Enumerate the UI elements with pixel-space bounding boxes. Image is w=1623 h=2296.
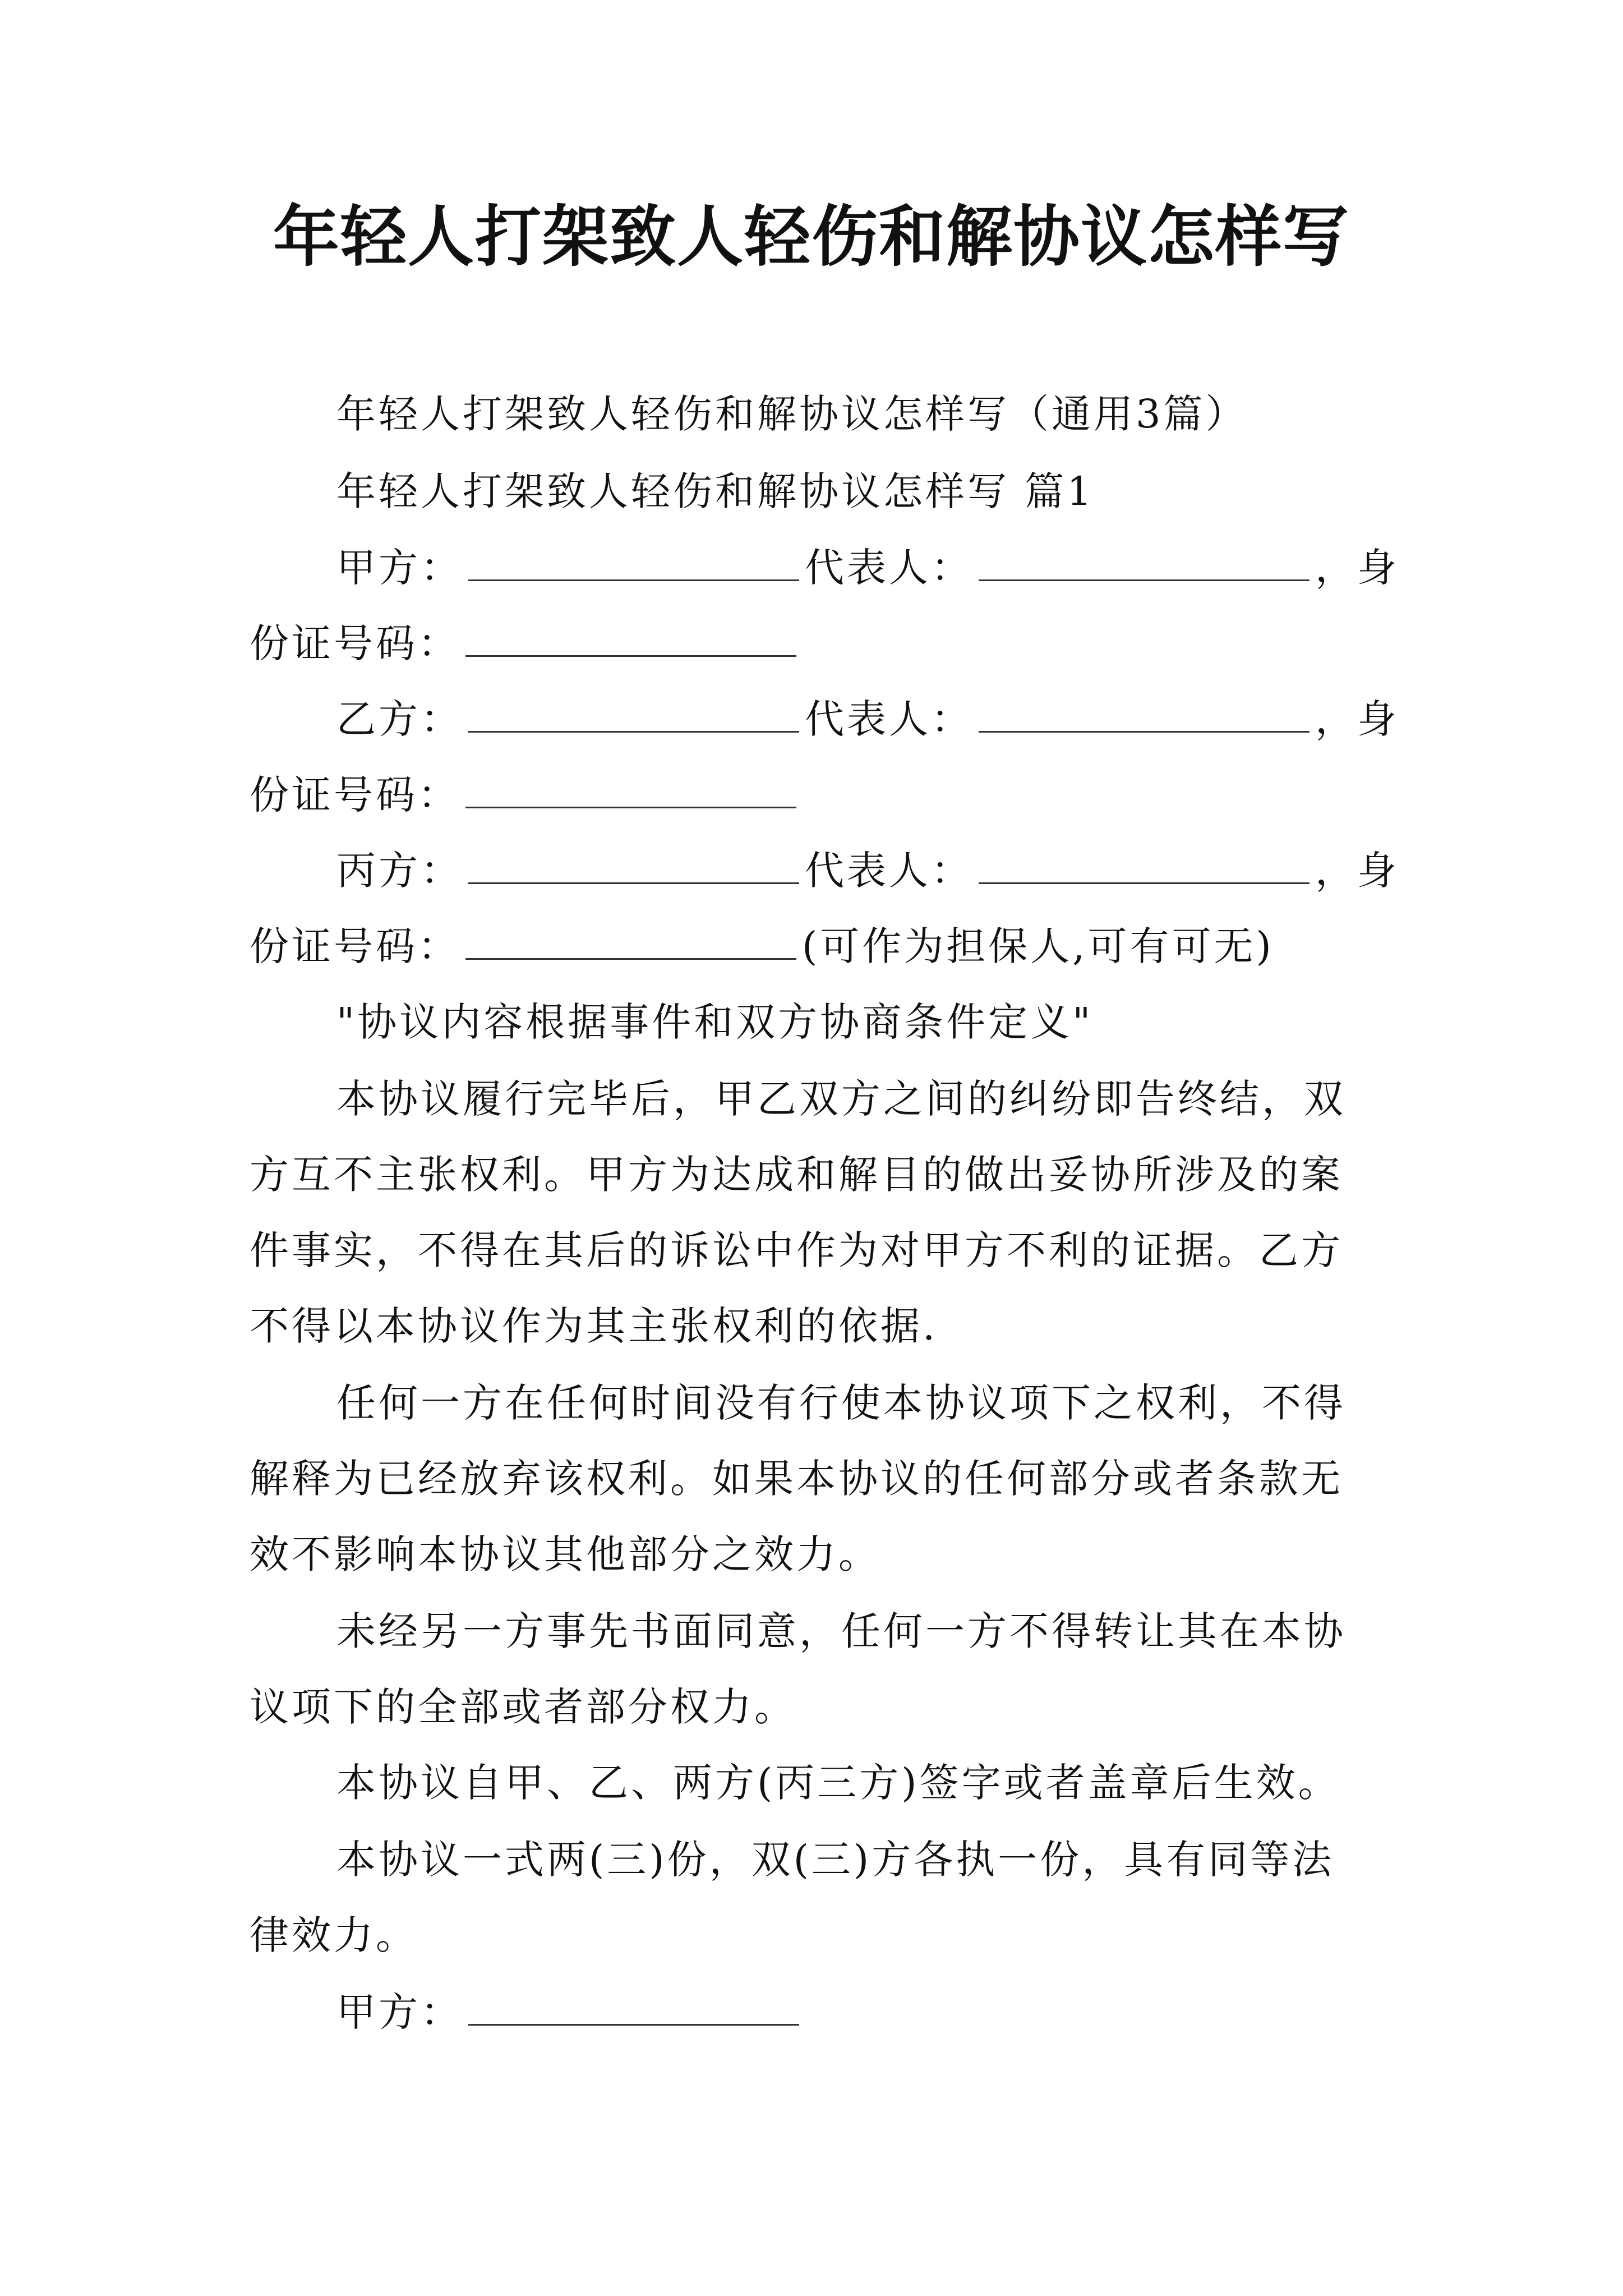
paragraph-line: 解释为已经放弃该权利。如果本协议的任何部分或者条款无: [250, 1456, 1343, 1502]
party-a-label: 甲方：: [336, 545, 463, 591]
party-b-name-blank: [468, 730, 799, 733]
party-a-id-label: 份证号码：: [250, 620, 460, 666]
party-a-rep-blank: [979, 578, 1310, 581]
party-a-id-suffix: ，身: [1315, 545, 1399, 591]
party-b-id-suffix: ，身: [1315, 696, 1399, 742]
paragraph-line: 本协议履行完毕后，甲乙双方之间的纠纷即告终结，双: [336, 1076, 1346, 1122]
party-c-line: [336, 843, 1399, 899]
party-b-id-label: 份证号码：: [250, 772, 460, 818]
paragraph-line: 未经另一方事先书面同意，任何一方不得转让其在本协: [336, 1608, 1346, 1654]
party-c-rep-blank: [979, 881, 1310, 884]
party-c-id-blank: [465, 957, 796, 960]
paragraph-line: 效不影响本协议其他部分之效力。: [250, 1531, 880, 1577]
party-b-rep-label: 代表人：: [805, 696, 973, 742]
party-b-line: [336, 691, 1399, 747]
party-a-id-line: [250, 615, 802, 671]
paragraph-line: 件事实，不得在其后的诉讼中作为对甲方不利的证据。乙方: [250, 1227, 1343, 1273]
paragraph-line: 本协议一式两(三)份，双(三)方各执一份，具有同等法: [336, 1837, 1335, 1883]
party-b-rep-blank: [979, 730, 1310, 733]
document-title: 年轻人打架致人轻伤和解协议怎样写: [273, 197, 1350, 275]
paragraph-line: 律效力。: [250, 1912, 418, 1958]
paragraph-line: 议项下的全部或者部分权力。: [250, 1684, 796, 1730]
signature-party-a-blank: [468, 2023, 799, 2026]
paragraph-line: 本协议自甲、乙、两方(丙三方)签字或者盖章后生效。: [336, 1760, 1340, 1806]
party-a-name-blank: [468, 578, 799, 581]
paragraph-line: 不得以本协议作为其主张权利的依据.: [250, 1303, 938, 1349]
party-a-rep-label: 代表人：: [805, 545, 973, 591]
paragraph-line: 任何一方在任何时间没有行使本协议项下之权利，不得: [336, 1380, 1346, 1426]
party-c-name-blank: [468, 881, 799, 884]
party-c-id-label: 份证号码：: [250, 923, 460, 969]
party-c-id-line: [250, 918, 1274, 974]
paragraph-line: 方互不主张权利。甲方为达成和解目的做出妥协所涉及的案: [250, 1152, 1343, 1198]
party-a-id-blank: [465, 654, 796, 657]
party-c-rep-label: 代表人：: [805, 848, 973, 894]
document-subtitle: 年轻人打架致人轻伤和解协议怎样写（通用3篇）: [336, 391, 1248, 437]
party-b-id-blank: [465, 806, 796, 808]
signature-party-a-label: 甲方：: [336, 1989, 463, 2035]
party-b-id-line: [250, 767, 802, 823]
party-b-label: 乙方：: [336, 696, 463, 742]
signature-line: [336, 1984, 805, 2040]
party-a-line: [336, 540, 1399, 596]
party-c-id-suffix: ，身: [1315, 848, 1399, 894]
party-c-label: 丙方：: [336, 848, 463, 894]
content-note: "协议内容根据事件和双方协商条件定义": [336, 999, 1094, 1045]
section-heading: 年轻人打架致人轻伤和解协议怎样写 篇1: [336, 468, 1095, 514]
party-c-note: (可作为担保人,可有可无): [802, 923, 1274, 969]
